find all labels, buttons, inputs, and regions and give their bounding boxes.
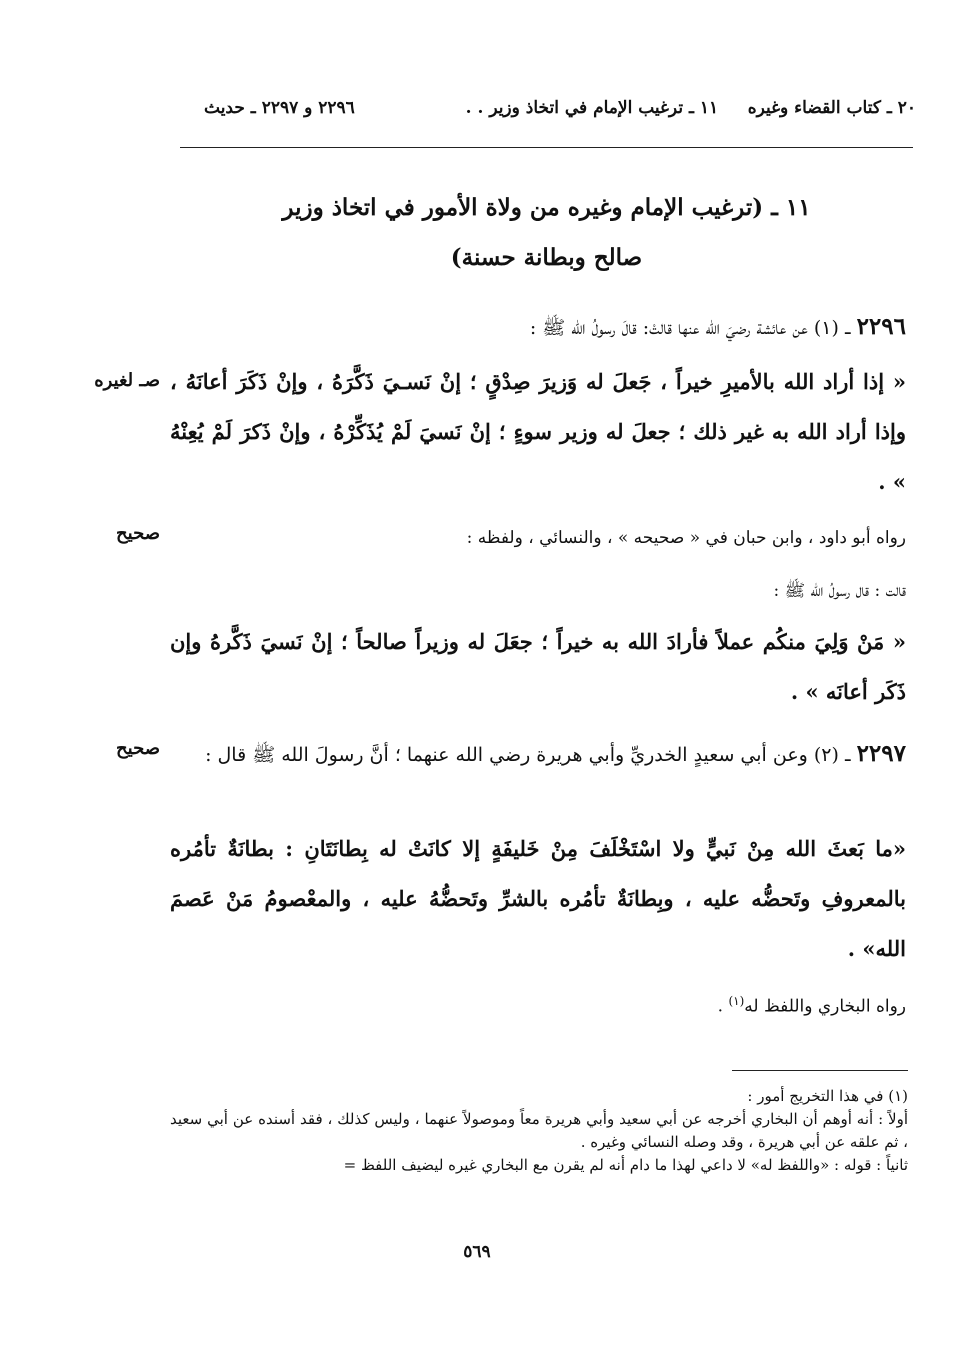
header-section-title: ١١ ـ ترغيب الإمام في اتخاذ وزير . . (465, 98, 719, 118)
header-divider (180, 147, 913, 148)
hadith-2296-intro (170, 312, 906, 343)
hadith-2296-second-matn: « مَنْ وَلِيَ منكُم عملاً فأرادَ الله به خيراً ؛ جعَلَ له وزيراً صالحاً ؛ إنْ نَسيَ ذَكَّرهُ وإن ذَكَر أعانَه » . (170, 629, 906, 704)
footnote-line: أولاً : أنه أوهم أن البخاري أخرجه عن أبي سعيد وأبي هريرة معاً وموصولاً عنهما ، وليس كذلك ، فقد أسنده عن أبي سعيد ، ثم علقه عن أبي هريرة ، وقد وصله النسائي وغيره . (170, 1110, 908, 1151)
header-hadith-range: ٢٢٩٦ و ٢٢٩٧ ـ حديث (204, 98, 355, 118)
hadith-2296-narration: رواه أبو داود ، وابن حبان في « صحيحه » ، والنسائي ، ولفظه : (466, 528, 906, 548)
chapter-title-line-2: صالح وبطانة حسنة) (450, 244, 643, 271)
hadith-number: ٢٢٩٦ (856, 313, 906, 340)
page-number: ٥٦٩ (463, 1242, 491, 1262)
narration-text: رواه البخاري واللفظ له (744, 996, 906, 1017)
grade-narration: صحيح (116, 523, 160, 544)
footnotes (170, 1085, 908, 1177)
header-book-title: ٢٠ ـ كتاب القضاء وغيره (747, 98, 916, 118)
grade-hadith-2297: صحيح (116, 738, 160, 759)
footnote-reference[interactable]: (١) (728, 994, 745, 1008)
hadith-2297-narration (170, 986, 906, 1022)
hadith-intro-text: ـ (١) عن عائشة رضيَ الله عنها قالتْ: قالَ رسولُ الله ﷺ : (529, 317, 857, 339)
grade-hadith-2296: صـ لغيره (94, 370, 160, 391)
narration-end: . (717, 996, 729, 1017)
hadith-2297-matn: «ما بَعثَ الله مِنْ نَبيٍّ ولا اسْتَخْلَفَ مِنْ خَليفَةٍ إلا كانَتْ له بِطانَتَانِ : بطانَةٌ تأمُره بالمعروفِ وتَحضُّه عليه ، وبِطانَةٌ تأمُره بالشرِّ وتَحضُّهُ عليه ، والمعْصومُ مَنْ عَصمَ الله» . (170, 836, 906, 961)
hadith-2297-intro (170, 733, 906, 776)
chapter-title-line-1: ١١ ـ (ترغيب الإمام وغيره من ولاة الأمور في اتخاذ وزير (282, 194, 811, 221)
footnote-line: (١) في هذا التخريج أمور : (747, 1087, 908, 1105)
footnote-line: ثانياً : قوله : «واللفظ له» لا داعي لهذا ما دام أنه لم يقرن مع البخاري غيره ليضيف اللفظ = (343, 1156, 908, 1174)
header-chapter (466, 98, 916, 118)
hadith-2296-second-intro: قالت : قال رسولُ الله ﷺ : (773, 581, 906, 601)
hadith-intro-text: ـ (٢) وعن أبي سعيدٍ الخدريِّ وأبي هريرة رضي الله عنهما ؛ أنَّ رسولَ الله ﷺ قال : (205, 744, 857, 766)
hadith-2296-matn: « إذا أراد الله بالأميرِ خيراً ، جَعلَ له وَزيرَ صِدْقٍ ؛ إنْ نَسـيَ ذَكَّرَهُ ، وإنْ ذَكَرَ أعانَهُ ، وإذا أراد الله به غير ذلك ؛ جعلَ له وزير سوءٍ ؛ إنْ نَسيَ لَمْ يُذَكِّرْهُ ، وإنْ ذَكرَ لَمْ يُعِنْهُ » . (170, 369, 906, 494)
chapter-title (180, 183, 913, 283)
hadith-number: ٢٢٩٧ (856, 740, 906, 767)
footnote-divider (732, 1070, 908, 1071)
